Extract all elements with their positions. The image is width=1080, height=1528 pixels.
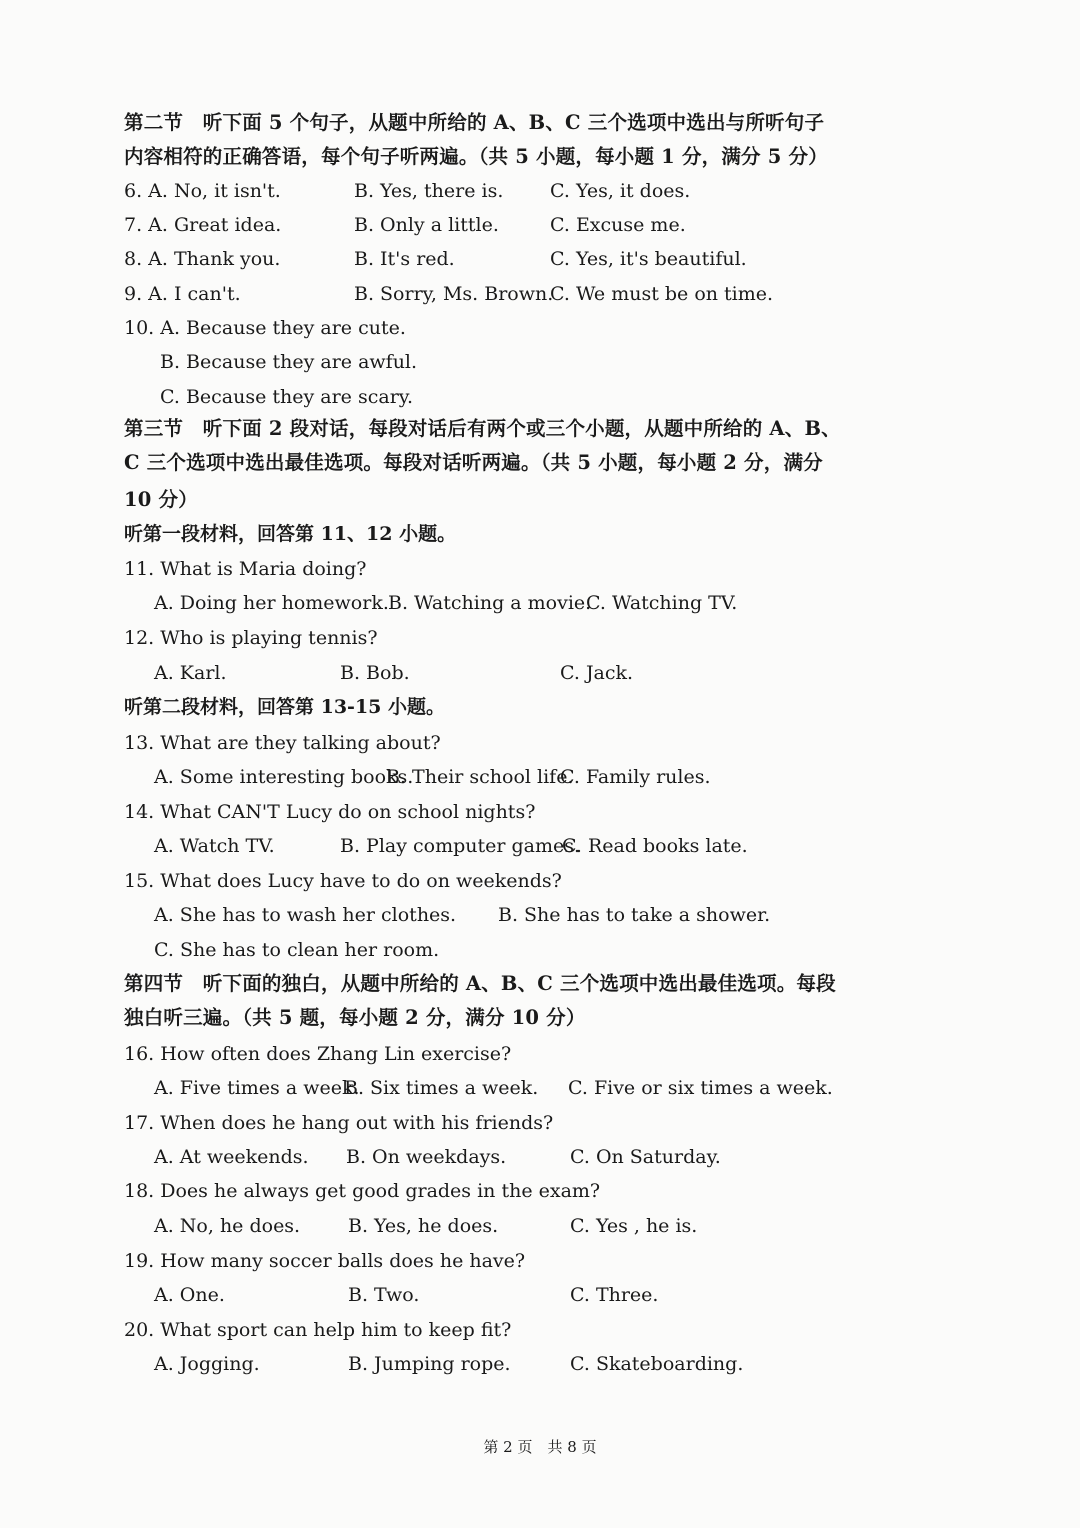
section3-heading-line2: C 三个选项中选出最佳选项。每段对话听两遍。（共 5 小题，每小题 2 分，满分	[124, 451, 823, 474]
question-6	[124, 174, 960, 208]
question-16-options	[124, 1071, 960, 1105]
q10-option-c: C. Because they are scary.	[160, 386, 414, 408]
q6-option-c: C. Yes, it does.	[550, 180, 691, 202]
material1-instruction: 听第一段材料，回答第 11、12 小题。	[124, 523, 457, 545]
q15-option-c: C. She has to clean her room.	[154, 939, 440, 961]
q19-option-b: B. Two.	[348, 1284, 420, 1306]
q16-option-c: C. Five or six times a week.	[568, 1077, 833, 1099]
q19-option-c: C. Three.	[570, 1284, 659, 1306]
q9-option-b: B. Sorry, Ms. Brown.	[354, 283, 554, 305]
q13-option-a: A. Some interesting books.	[154, 766, 414, 788]
section3-heading-line3: 10 分）	[124, 488, 198, 511]
section2-heading-line2: 内容相符的正确答语，每个句子听两遍。（共 5 小题，每小题 1 分，满分 5 分）	[124, 145, 828, 168]
section2-heading-line1: 第二节 听下面 5 个句子，从题中所给的 A、B、C 三个选项中选出与所听句子	[124, 111, 825, 134]
q15-option-a: A. She has to wash her clothes.	[154, 904, 457, 926]
question-19-options	[124, 1278, 960, 1312]
q14-option-a: A. Watch TV.	[154, 835, 275, 857]
q19-stem: 19. How many soccer balls does he have?	[124, 1250, 526, 1272]
q7-option-a: 7. A. Great idea.	[124, 214, 282, 236]
q12-option-a: A. Karl.	[154, 662, 227, 684]
q13-stem: 13. What are they talking about?	[124, 732, 441, 754]
q13-option-c: C. Family rules.	[560, 766, 711, 788]
question-14-options	[124, 829, 960, 863]
q8-option-b: B. It's red.	[354, 248, 455, 270]
q8-option-a: 8. A. Thank you.	[124, 248, 281, 270]
q19-option-a: A. One.	[154, 1284, 225, 1306]
q11-option-b: B. Watching a movie.	[388, 592, 592, 614]
q15-stem: 15. What does Lucy have to do on weekends?	[124, 870, 562, 892]
question-13-options	[124, 760, 960, 794]
question-18-options	[124, 1209, 960, 1243]
question-17-options	[124, 1140, 960, 1174]
q20-option-a: A. Jogging.	[154, 1353, 260, 1375]
q14-option-c: C. Read books late.	[562, 835, 748, 857]
question-20-options	[124, 1347, 960, 1381]
q12-option-b: B. Bob.	[340, 662, 410, 684]
q10-option-a: 10. A. Because they are cute.	[124, 317, 406, 339]
section4-heading-line1: 第四节 听下面的独白，从题中所给的 A、B、C 三个选项中选出最佳选项。每段	[124, 972, 836, 995]
q18-stem: 18. Does he always get good grades in the exam?	[124, 1180, 601, 1202]
q13-option-b: B. Their school life.	[386, 766, 574, 788]
q12-option-c: C. Jack.	[560, 662, 634, 684]
q18-option-a: A. No, he does.	[154, 1215, 301, 1237]
q6-option-b: B. Yes, there is.	[354, 180, 504, 202]
q7-option-b: B. Only a little.	[354, 214, 499, 236]
q11-option-c: C. Watching TV.	[586, 592, 738, 614]
q16-stem: 16. How often does Zhang Lin exercise?	[124, 1043, 512, 1065]
question-9	[124, 277, 960, 311]
q20-option-c: C. Skateboarding.	[570, 1353, 744, 1375]
q20-option-b: B. Jumping rope.	[348, 1353, 511, 1375]
q18-option-c: C. Yes , he is.	[570, 1215, 698, 1237]
q16-option-a: A. Five times a week.	[154, 1077, 360, 1099]
q15-option-b: B. She has to take a shower.	[498, 904, 771, 926]
question-12-options	[124, 656, 960, 690]
q11-option-a: A. Doing her homework.	[154, 592, 389, 614]
q17-option-b: B. On weekdays.	[346, 1146, 507, 1168]
q20-stem: 20. What sport can help him to keep fit?	[124, 1319, 512, 1341]
q12-stem: 12. Who is playing tennis?	[124, 627, 378, 649]
q7-option-c: C. Excuse me.	[550, 214, 686, 236]
question-11-options	[124, 586, 960, 620]
q16-option-b: B. Six times a week.	[344, 1077, 539, 1099]
q6-option-a: 6. A. No, it isn't.	[124, 180, 281, 202]
q14-option-b: B. Play computer games.	[340, 835, 581, 857]
q18-option-b: B. Yes, he does.	[348, 1215, 499, 1237]
q9-option-a: 9. A. I can't.	[124, 283, 241, 305]
q17-option-c: C. On Saturday.	[570, 1146, 721, 1168]
question-8	[124, 242, 960, 276]
q14-stem: 14. What CAN'T Lucy do on school nights?	[124, 801, 536, 823]
material2-instruction: 听第二段材料，回答第 13-15 小题。	[124, 696, 445, 718]
q17-stem: 17. When does he hang out with his friends?	[124, 1112, 554, 1134]
q8-option-c: C. Yes, it's beautiful.	[550, 248, 747, 270]
section4-heading-line2: 独白听三遍。（共 5 题，每小题 2 分，满分 10 分）	[124, 1006, 586, 1029]
question-15-options	[124, 898, 960, 932]
q17-option-a: A. At weekends.	[154, 1146, 309, 1168]
q9-option-c: C. We must be on time.	[550, 283, 774, 305]
section3-heading-line1: 第三节 听下面 2 段对话，每段对话后有两个或三个小题，从题中所给的 A、B、	[124, 417, 841, 440]
page-number-footer: 第 2 页 共 8 页	[483, 1438, 597, 1456]
question-7	[124, 208, 960, 242]
q11-stem: 11. What is Maria doing?	[124, 558, 367, 580]
q10-option-b: B. Because they are awful.	[160, 351, 418, 373]
